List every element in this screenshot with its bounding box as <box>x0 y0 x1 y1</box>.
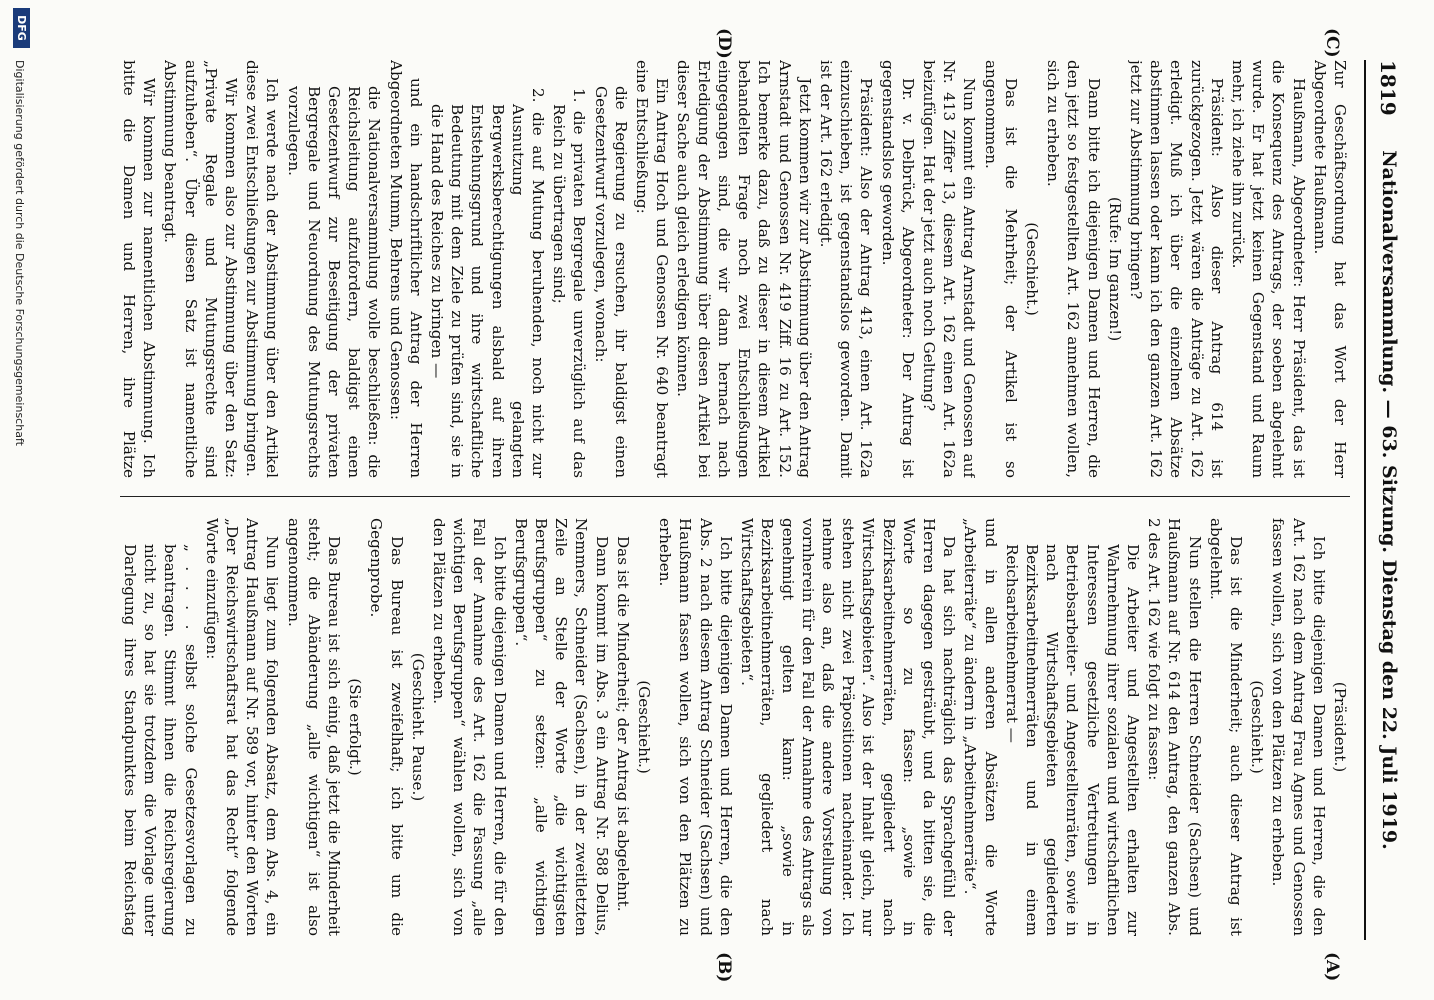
margin-letter-c: (C) <box>1322 28 1342 58</box>
paragraph: Nun kommt ein Antrag Arnstadt und Genossen auf Nr. 413 Ziffer 13, diesem Art. 162 einen Art. 162a beizufügen. Hat der jetzt auch noch Geltung? <box>919 60 979 478</box>
page-title: Nationalversammlung. — 63. Sitzung. Dienstag den 22. Juli 1919. <box>1378 150 1400 850</box>
margin-letter-a: (A) <box>1322 952 1342 982</box>
paragraph: Das ist die Minderheit; auch dieser Antrag ist abgelehnt. <box>1206 518 1245 936</box>
page-header <box>1364 60 1406 940</box>
paragraph: Präsident: Also dieser Antrag 614 ist zurückgezogen. Jetzt wären die Anträge zu Art. 162 erledigt. Muß ich über die einzelnen Absätze abstimmen lassen oder kann ich den ganzen Art. 162 jetzt zur Abstimmung bringen? <box>1126 60 1226 478</box>
margin-letter-d: (D) <box>714 28 734 59</box>
interjection: (Sie erfolgt.) <box>346 678 365 776</box>
digitization-credit: Digitalisierung gefördert durch die Deutsche Forschungsgemeinschaft <box>13 60 26 446</box>
paragraph: Jetzt kommen wir zur Abstimmung über den Antrag Arnstadt und Genossen Nr. 419 Ziff. 16 zu Art. 152. Ich bemerke dazu, daß zu dieser in diesem Artikel behandelten Frage noch zwei Entschließungen eingegangen sind, die wir dann hernach nach Erledigung der Abstimmung über diesen Artikel bei dieser Sache auch gleich erledigen können. <box>674 60 814 478</box>
paragraph: Ich bitte diejenigen Damen und Herren, die den Abs. 2 nach diesem Antrag Schneider (Sachsen) und Haußmann fassen wollen, sich von den Plätzen zu erheben. <box>656 518 735 936</box>
list-item: 2. die auf Mutung beruhenden, noch nicht zur Ausnutzung gelangten Bergwerksberechtigungen alsbald auf ihren Entstehungsgrund und ihre wirtschaftliche Bedeutung mit dem Ziele zu prüfen sind, sie in die Hand des Reiches zu bringen — <box>428 88 548 478</box>
paragraph: Ein Antrag Hoch und Genossen Nr. 640 beantragt eine Entschließung: <box>633 60 672 478</box>
paragraph: und in allen anderen Absätzen die Worte „Arbeiterräte“ zu ändern in „Arbeitnehmerräte“. <box>961 518 1000 936</box>
column-divider <box>120 496 1350 497</box>
interjection: (Geschieht. Pause.) <box>408 652 427 802</box>
paragraph: Da hat sich nachträglich das Sprachgefühl der Herren dagegen gesträubt, und da bitten sie, die Worte so zu fassen: „sowie in Bezirksarbeitnehmerräten, gegliedert nach Wirtschaftsgebieten“. Also ist der Inhalt gleich, nur stehen nicht zwei Präpositionen nacheinander. Ich nehme also an, daß die andere Vorstellung von vornherein für den Fall der Annahme des Antrags als genehmigt gelten kann: „sowie in Bezirksarbeitnehmerräten, gegliedert nach Wirtschaftsgebieten“. <box>738 518 959 936</box>
quoted-text: „ . . . . selbst solche Gesetzesvorlagen zu beantragen. Stimmt ihnen die Reichsregierung nicht zu, so hat sie trotzdem die Vorlage unter Darlegung ihres Standpunktes beim Reichstag <box>121 544 200 936</box>
paragraph: Wir kommen zur namentlichen Abstimmung. Ich bitte die Damen und Herren, ihre Plätze <box>120 60 159 478</box>
paragraph: Dr. v. Delbrück, Abgeordneter: Der Antrag ist gegenstandslos geworden. <box>878 60 917 478</box>
dfg-logo: DFG <box>13 8 30 48</box>
interjection: (Geschieht.) <box>1022 222 1041 316</box>
paragraph: Nun stellen die Herren Schneider (Sachsen) und Haußmann auf Nr. 614 den Antrag, den ganzen Abs. 2 des Art. 162 wie folgt zu fassen: <box>1145 518 1204 936</box>
page-number: 1819 <box>1376 60 1400 116</box>
quoted-text: Die Arbeiter und Angestellten erhalten zur Wahrnehmung ihrer sozialen und wirtschaftlichen Interessen gesetzliche Vertretungen in Betriebsarbeiter- und Angestelltenräten, sowie in nach Wirtschaftsgebieten gegliederten Bezirksarbeitnehmerräten und in einem Reichsarbeitnehmerrat — <box>1002 544 1142 936</box>
paragraph: und ein handschriftlicher Antrag der Herren Abgeordneten Mumm, Behrens und Genossen: <box>386 60 425 478</box>
paragraph: Dann bitte ich diejenigen Damen und Herren, die den jetzt so festgestellten Art. 162 annehmen wollen, sich zu erheben. <box>1044 60 1103 478</box>
paragraph: Präsident: Also der Antrag 413, einen Art. 162a einzuschieben, ist gegenstandslos geworden. Damit ist der Art. 162 erledigt. <box>816 60 876 478</box>
paragraph: Wir kommen also zur Abstimmung über den Satz: „Private Regale und Mutungsrechte sind aufzuheben“. Über diesen Satz ist namentliche Abstimmung beantragt. <box>161 60 241 478</box>
left-text-column <box>120 60 1350 478</box>
paragraph: Nun liegt zum folgenden Absatz, dem Abs. 4, ein Antrag Haußmann auf Nr. 589 vor, hinter den Worten „Der Reichswirtschaftsrat hat das Recht“ folgende Worte einzufügen: <box>202 518 282 936</box>
right-text-column <box>120 518 1350 936</box>
paragraph: Das ist die Minderheit; der Antrag ist abgelehnt. <box>613 536 632 912</box>
paragraph: Das Bureau ist sich einig, daß jetzt die Minderheit steht; die Abänderung „alle wichtigen“ ist also angenommen. <box>284 518 344 936</box>
list-item: 1. die privaten Bergregale unverzüglich auf das Reich zu übertragen sind; <box>550 88 589 478</box>
quoted-text: die Nationalversammlung wolle beschließen: die Reichsleitung aufzufordern, baldigst einen Gesetzentwurf zur Beseitigung der privaten Bergregale und Neuordnung des Mutungsrechts vorzulegen. <box>284 86 384 478</box>
paragraph: Dann kommt im Abs. 3 ein Antrag Nr. 588 Delius, Nemmers, Schneider (Sachsen), in der zweitletzten Zeile an Stelle der Worte „die wichtigsten Berufsgruppen“ zu setzen: „alle wichtigen Berufsgruppen“. <box>511 518 611 936</box>
margin-letter-b: (B) <box>714 952 734 983</box>
paragraph: Ich bitte diejenigen Damen und Herren, die den Art. 162 nach dem Antrag Frau Agnes und Genossen fassen wollen, sich von den Plätzen zu erheben. <box>1269 518 1328 936</box>
quoted-text: die Regierung zu ersuchen, ihr baldigst einen Gesetzentwurf vorzulegen, wonach: <box>591 86 630 478</box>
interjection: (Geschieht.) <box>635 680 654 774</box>
paragraph: Das ist die Mehrheit; der Artikel ist so angenommen. <box>981 60 1020 478</box>
paragraph: Zur Geschäftsordnung hat das Wort der Herr Abgeordnete Haußmann. <box>1310 60 1349 478</box>
interjection: (Rufe: Im ganzen!) <box>1105 196 1124 342</box>
paragraph: Das Bureau ist zweifelhaft; ich bitte um die Gegenprobe. <box>367 518 406 936</box>
paragraph: Ich werde nach der Abstimmung über den Artikel diese zwei Entschließungen zur Abstimmung bringen. <box>243 60 282 478</box>
speaker-label: (Präsident.) <box>1331 681 1349 773</box>
paragraph: Haußmann, Abgeordneter: Herr Präsident, das ist die Konsequenz des Antrags, der soeben abgelehnt wurde. Er hat jetzt keinen Gegenstand und Raum mehr, ich ziehe ihn zurück. <box>1228 60 1308 478</box>
interjection: (Geschieht.) <box>1248 680 1267 774</box>
paragraph: Ich bitte diejenigen Damen und Herren, die für den Fall der Annahme des Art. 162 die Fassung „alle wichtigen Berufsgruppen“ wählen wollen, sich von den Plätzen zu erheben. <box>430 518 509 936</box>
